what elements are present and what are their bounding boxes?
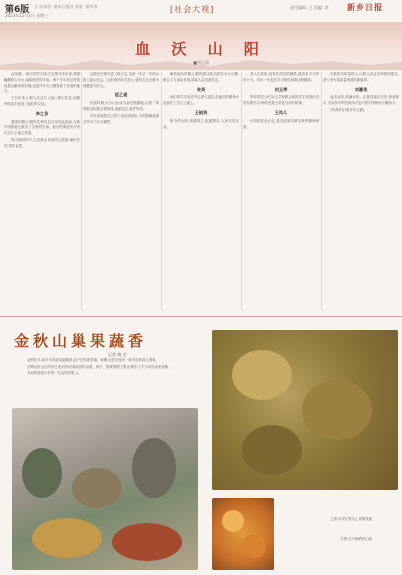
editor-info: 责任编辑: 王 美编: 李 [290,5,329,10]
photo-produce [242,534,266,558]
photo-figure [132,438,176,498]
subheading: 王晓英 [194,109,208,115]
column-divider [321,72,322,310]
subheading: 刘嘉英 [354,86,368,92]
section-title: [社会大观] [170,5,215,14]
column-divider [161,72,162,310]
paragraph: (作者单位:焦作市文联) [330,107,365,112]
paragraph: 在辉县市山区的村庄里,村民们将收获的山楂、柿子、核桃等摆上集市,吸引了不少市民前来选购。 [27,364,172,369]
page-number: 第6版 [5,5,30,15]
section-divider [0,316,402,317]
subheading: 李之言 [35,110,49,116]
subheading: 何玉琴 [274,86,288,92]
photo-caption: 右图:农户晾晒的山楂 [340,537,372,541]
paragraph: 金秋时节,新乡市各地瓜果飘香,农户们忙着采摘、晾晒,处处呈现出一派丰收的喜人景象。 [27,358,160,362]
paragraph: 山阳城,一座历史的古城,它在焦作市东部,背靠巍峨的太行山,南临肥沃的平原。两千多年前这里曾经是汉献帝的封地,也是许多文人墨客留下足迹的地方。 [4,72,80,94]
paragraph: 这段历史被写进了地方志,也被一代又一代的山阳人铭记在心。山阳城外的古道上,曾经走过无数为理想奋斗的人。 [83,72,159,88]
paragraph: 在新时代的征程上,山阳人民正以昂扬的姿态,奋力书写高质量发展的新篇章。 [323,72,399,82]
article-author: ■刘玉清 [193,60,209,65]
paragraph: 老人们常说,没有先烈们的牺牲,就没有今天的好日子。年轻一代也在学习和传承着这种精神。 [243,72,319,82]
article-column-5 [323,72,399,312]
paragraph: 每当清明时节,人们都会来到烈士陵园,缅怀先烈,寄托哀思。 [4,137,80,148]
paragraph: 血沃山阳,英魂永驻。让我们铭记历史,珍爱和平,为实现中华民族伟大复兴的中国梦而不懈奋斗。 [323,95,399,106]
page-date: 2023年11月1日 星期三 [5,13,49,18]
article-title: 血 沃 山 阳 [135,40,267,58]
drying-fruit-photo [212,330,398,490]
photo-produce [32,518,102,558]
article-column-3 [163,72,239,312]
photo-figure [72,468,122,508]
column-divider [241,72,242,310]
feature-author: 记者 杨 芸 [108,352,127,357]
photo-produce [242,425,302,475]
page-header [0,0,402,23]
paragraph: 许多家庭把自己的子弟送到部队,为民族解放事业作出了巨大牺牲。 [83,113,159,124]
paragraph: 建国初期,山阳的先辈们在这里浴血奋战,为新中国的诞生献出了宝贵的生命。他们的事迹至今仍在这片土地上传颂。 [4,119,80,136]
market-photo [12,408,198,570]
photo-produce [232,350,292,400]
header-links[interactable]: 主 办单位: 新乡日报社 社址: 新乡市 [34,4,98,9]
subheading: 张英 [196,86,206,92]
paragraph: 山阳的红色记忆,是这座城市最宝贵的精神财富。 [243,118,319,129]
subheading: 延之道 [114,92,128,98]
article-column-4 [243,72,319,312]
paragraph: 千百年来,山阳人在这片土地上繁衍生息,用勤劳的双手创造了灿烂的文化。 [4,96,80,106]
photo-produce [302,380,372,440]
article-column-1 [4,72,80,312]
paragraph: 解放战争时期,山阳的游击队活跃在太行山麓,配合主力部队作战,给敌人以沉重打击。 [163,72,239,82]
paragraph: 他们的名字也许早已被人遗忘,但他们的精神永远留在了这片土地上。 [163,95,239,106]
masthead-logo: 新乡日报 [347,3,383,12]
subheading: 王凤儿 [274,109,288,115]
column-divider [81,72,82,310]
photo-produce [112,523,182,561]
paragraph: 抗战时期,太行山区成为敌后根据地,山阳一带的群众积极支援前线,送粮送衣,救护伤员。 [83,101,159,111]
photo-caption: 上图:市民在集市上选购果蔬 [330,517,372,521]
feature-title: 金秋山巢果蔬香 [14,332,148,350]
feature-text [20,358,180,412]
article-column-2 [83,72,159,312]
paragraph: 如今的山阳,高楼林立,街道整洁,人民安居乐业。 [163,118,239,129]
photo-produce [222,510,244,532]
fruit-closeup-photo [212,498,274,570]
paragraph: 每年的烈士纪念日,学校都会组织学生来到纪念馆参观学习,聆听老战士讲述当年的故事。 [243,95,319,106]
photo-figure [22,448,62,498]
paragraph: 丰收的喜悦写在每一位农民的脸上。 [27,371,82,376]
